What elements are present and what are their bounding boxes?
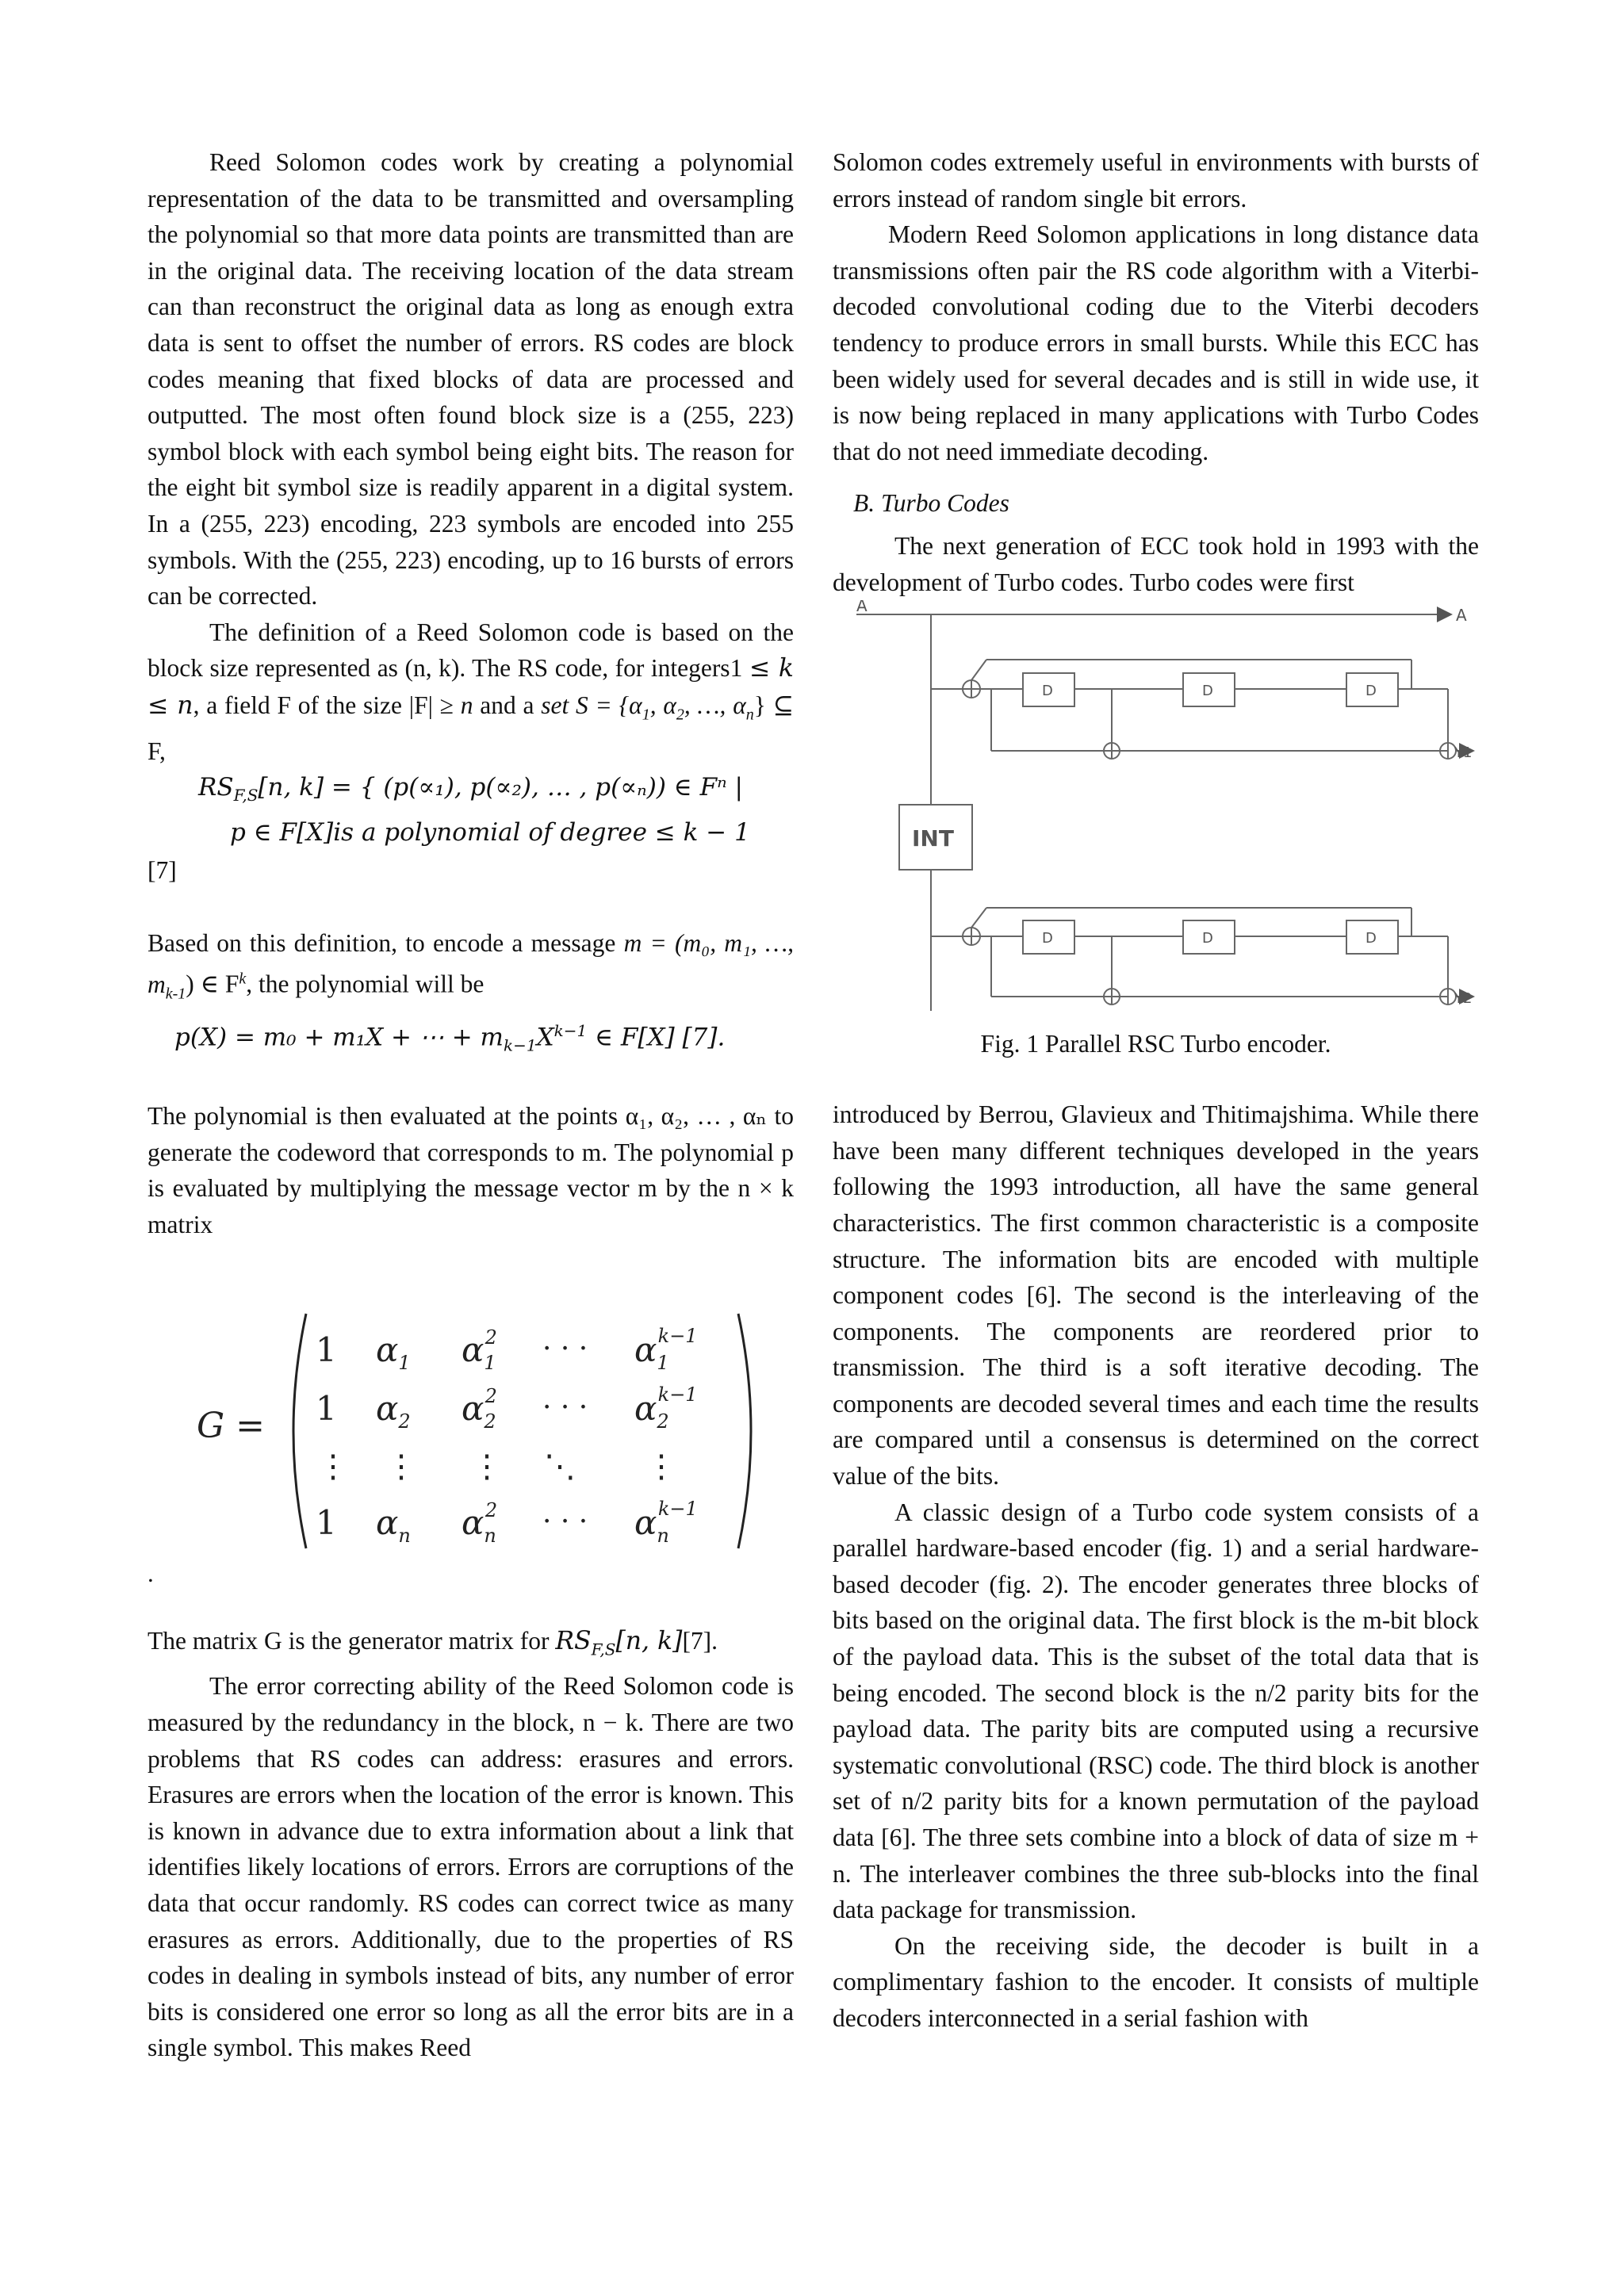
paragraph-decoder: On the receiving side, the decoder is built in a complimentary fashion to the encoder. It consists of multiple decoders interconnected in a serial fashion with — [833, 1931, 1479, 2032]
output-label-y1: Y1 — [1454, 744, 1473, 762]
matrix-label: G = — [197, 1406, 266, 1447]
citation: [7] — [147, 855, 177, 884]
matrix-period: . — [147, 1559, 154, 1588]
delay-label: D — [1042, 930, 1053, 947]
paragraph-rs-intro: Reed Solomon codes work by creating a polynomial representation of the data to be transmitted and oversampling the polynomial so that more data points are transmitted than are in the original data. The receiving location of the data stream can than reconstruct the original data as long as enough extra data is sent to offset the number of errors. RS codes are block codes meaning that fixed blocks of data are processed and outputted. The most often found block size is a (255, 223) symbol block with each symbol being eight bits. The reason for the eight bit symbol size is readily apparent in a digital system. In a (255, 223) encoding, 223 symbols are encoded into 255 symbols. With the (255, 223) encoding, up to 16 bursts of errors can be corrected. — [147, 148, 794, 610]
svg-text:· · ·: · · · — [542, 1391, 588, 1425]
paragraph-turbo-design: A classic design of a Turbo code system consists of a parallel hardware-based encoder (fig. 1) and a serial hardware-based decoder (fig. 2). The encoder generates three blocks of bits based on the original data. The first block is the m-bit block of the payload data. This is the subset of the total data that is being encoded. The second block is the n/2 parity bits for the payload data. The parity bits are computed using a recursive systematic convolutional (RSC) code. The third block is another set of n/2 parity bits for a known permutation of the payload data [6]. The three sets combine into a block of data of size m + n. The interleaver combines the three sub-blocks into the final data package for transmission. — [833, 1498, 1479, 1924]
output-label-y2: Y2 — [1454, 990, 1473, 1008]
svg-text:⋮: ⋮ — [385, 1448, 417, 1486]
matrix-left-paren — [293, 1314, 306, 1548]
svg-text:α22: $\alpha_22$ — [462, 1385, 497, 1433]
svg-text:· · ·: · · · — [542, 1333, 588, 1366]
svg-text:⋮: ⋮ — [317, 1448, 349, 1486]
paragraph-error-correcting: The error correcting ability of the Reed Solomon code is measured by the redundancy in the block, n − k. There are two problems that RS codes can address: erasures and errors. Erasures are errors when the location of the error is known. This is known in advance due to extra information about a link that identifies likely locations of errors. Errors are corruptions of the data that occur randomly. RS codes can correct twice as many erasures as errors. Additionally, due to the properties of RS codes in dealing in symbols instead of bits, any number of error bits is considered one error so long as all the error bits are in a single symbol. This makes Reed — [147, 1672, 794, 2062]
svg-text:1: 1 — [316, 1389, 337, 1429]
svg-text:α2: $\alpha_2$ — [376, 1389, 411, 1433]
svg-text:αnk−1: $\alpha_nk-1$ — [634, 1498, 698, 1548]
paragraph-turbo-characteristics: introduced by Berrou, Glavieux and Thitimajshima. While there have been many different techniques developed in the years following the 1993 introduction, all have the same general characteristics. The first common characteristic is a composite structure. The information bits are encoded with multiple component codes [6]. The second is the interleaving of the components. The components are reordered prior to transmission. The third is a soft iterative decoding. The components are decoded several times and each time the results are compared until a consensus is determined on the correct value of the bits. — [833, 1100, 1479, 1490]
svg-text:· · ·: · · · — [542, 1506, 588, 1539]
delay-label: D — [1042, 683, 1053, 700]
delay-label: D — [1202, 930, 1213, 947]
output-label-a: A — [1456, 606, 1467, 626]
svg-text:αn: $\alpha_n$ — [376, 1503, 411, 1548]
generator-matrix — [147, 1304, 794, 1558]
figure-caption: Fig. 1 Parallel RSC Turbo encoder. — [980, 1030, 1331, 1058]
svg-text:⋮: ⋮ — [645, 1448, 677, 1486]
rs-definition-equation: $RS_{F,S}[n$, k] = { (p(∝₁), p(∝₂), … , p(∝ₙ)) ∈ Fⁿ | p ∈ F[X]is a polynomial of degree ≤ k − 1 [7] — [147, 769, 794, 888]
left-column — [147, 144, 794, 2066]
delay-label: D — [1365, 683, 1377, 700]
svg-text:1: 1 — [316, 1330, 337, 1370]
svg-text:⋱: ⋱ — [544, 1448, 576, 1486]
svg-text:α2k−1: $\alpha_2k-1$ — [634, 1383, 698, 1433]
section-heading-turbo-codes: B. Turbo Codes — [853, 489, 1009, 518]
svg-text:α12: $\alpha_12$ — [462, 1326, 497, 1375]
paragraph-generator-matrix: The matrix G is the generator matrix for $RS_{F,S}[n$, k][7]. — [147, 1627, 718, 1659]
paragraph-encode-message: Based on this definition, to encode a message m = (m₀, m₁, …, $m_{k-1}$) ∈ $F^k$, the polynomial will be — [147, 928, 794, 1002]
svg-text:α1k−1: $\alpha_1k-1$ — [634, 1325, 698, 1375]
right-column — [833, 144, 1479, 2037]
svg-text:⋮: ⋮ — [471, 1448, 503, 1486]
paragraph-rs-bursts: Solomon codes extremely useful in environments with bursts of errors instead of random single bit errors. — [833, 148, 1479, 212]
paragraph-viterbi: Modern Reed Solomon applications in long distance data transmissions often pair the RS code algorithm with a Viterbi-decoded convolutional coding due to the Viterbi decoders tendency to produce errors in small bursts. While this ECC has been widely used for several decades and is still in wide use, it is now being replaced in many applications with Turbo Codes that do not need immediate decoding. — [833, 220, 1479, 465]
matrix-right-paren — [738, 1314, 751, 1548]
interleaver-label: INT — [912, 825, 954, 852]
svg-text:1: 1 — [316, 1503, 337, 1543]
paragraph-turbo-intro: The next generation of ECC took hold in 1993 with the development of Turbo codes. Turbo codes were first — [833, 531, 1479, 596]
paragraph-rs-definition: The definition of a Reed Solomon code is based on the block size represented as (n, k). The RS code, for integers1 ≤ k ≤ n, a field F of the size |F| ≥ n and a set $S = \{\alpha_1$, $\alpha_2$, …, $\alpha_n$} ⊆ F, — [147, 618, 795, 765]
delay-label: D — [1365, 930, 1377, 947]
paragraph-evaluate-polynomial: The polynomial is then evaluated at the points α₁, α₂, … , αₙ to generate the codeword that corresponds to m. The polynomial p is evaluated by multiplying the message vector m by the n × k matrix — [147, 1102, 794, 1238]
input-label-a: A — [856, 600, 868, 616]
polynomial-equation: p(X) = m₀ + m₁X + ⋯ + $m_{k-1}X^{k-1}$ ∈ F[X] [7]. — [174, 1020, 726, 1055]
delay-label: D — [1202, 683, 1213, 700]
turbo-encoder-diagram — [833, 600, 1479, 1020]
svg-text:α1: $\alpha_1$ — [376, 1330, 411, 1375]
svg-text:αn2: $\alpha_n2$ — [462, 1499, 498, 1548]
